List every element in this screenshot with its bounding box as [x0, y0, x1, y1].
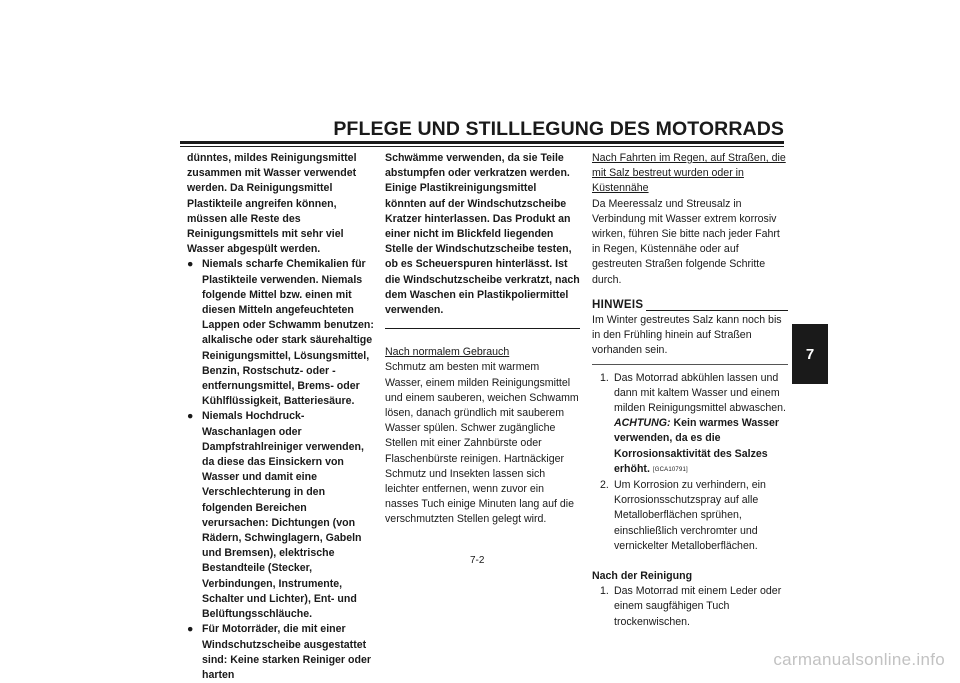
- section-heading-salt: Nach Fahrten im Regen, auf Straßen, die mit Salz bestreut wurden oder in Küstennähe: [592, 152, 786, 195]
- after-step-list: [592, 584, 788, 630]
- step-item: [592, 584, 788, 630]
- section-divider: [385, 328, 580, 329]
- title-rule-thin: [180, 146, 784, 147]
- watermark: carmanualsonline.info: [773, 650, 945, 669]
- page-title: PFLEGE UND STILLLEGUNG DES MOTORRADS: [333, 118, 784, 140]
- bullet-text: Niemals scharfe Chemikalien für Plastikteile verwenden. Niemals folgende Mittel bzw. einen mit diesen Mitteln angefeuchteten Lappen oder Schwamm benutzen: alkalische oder stark säurehaltige Reinigungsmittel, Lösungsmittel, Benzin, Rostschutz- oder -entfernungsmittel, Brems- oder Kühlflüssigkeit, Batteriesäure.: [202, 258, 374, 408]
- step-text: Das Motorrad abkühlen lassen und dann mit kaltem Wasser und einem milden Reinigungsmittel abwaschen.: [614, 371, 786, 415]
- note-label: HINWEIS: [592, 298, 644, 311]
- section-body-salt: Da Meeressalz und Streusalz in Verbindung mit Wasser extrem korrosiv wirken, führen Sie bitte nach jeder Fahrt in Regen, Küstennähe oder auf gestreuten Straßen folgende Schritte durch.: [592, 197, 780, 286]
- section-body-normal-use: Schmutz am besten mit warmem Wasser, einem milden Reinigungsmittel und einem sauberen, weichen Schwamm lösen, danach gründlich mit sauberem Wasser spülen. Schwer zugängliche Stellen mit einer Zahnbürste oder Flaschenbürste reinigen. Hartnäckiger Schmutz und Insekten lassen sich leichter entfernen, wenn zuvor ein nasses Tuch einige Minuten lang auf die verschmutzten Stellen gelegt wird.: [385, 361, 579, 526]
- step-number: 1.: [600, 585, 609, 598]
- note-body: Im Winter gestreutes Salz kann noch bis in den Frühling hinein auf Straßen vorhanden sein.: [592, 314, 782, 357]
- bullet-dot-icon: ●: [187, 258, 194, 271]
- caution-text: Kein warmes Wasser verwenden, da es die Korrosionsaktivität des Salzes erhöht.: [614, 417, 780, 475]
- step-list: [592, 371, 788, 554]
- col1-bullet: [187, 622, 375, 683]
- step-item: [592, 478, 788, 554]
- bullet-text: Niemals Hochdruck-Waschanlagen oder Dampfstrahlreiniger verwenden, da diese das Einsickern von Wasser und damit eine Verschlechterung in den folgenden Bereichen verursachen: Dichtungen (von Rädern, Schwinglagern, Gabeln und Bremsen), elektrische Bestandteile (Stecker, Verbindungen, Instrumente, Schalter und Lichter), Ent- und Belüftungsschläuche.: [202, 410, 364, 621]
- column-2: [385, 151, 580, 528]
- step-text: Um Korrosion zu verhindern, ein Korrosionsschutzspray auf alle Metalloberflächen sprühen, einschließlich verchromter und vernickelter Metalloberflächen.: [614, 479, 766, 552]
- note-header: [592, 298, 788, 313]
- caution-code: [GCA10791]: [652, 466, 688, 473]
- column-1: [187, 151, 375, 683]
- step-item: [592, 371, 788, 478]
- bullet-text: Für Motorräder, die mit einer Windschutzscheibe ausgestattet sind: Keine starken Reiniger oder harten: [202, 623, 371, 681]
- page-number: 7-2: [470, 555, 485, 566]
- col1-bullet: [187, 257, 375, 409]
- column-3: [592, 151, 788, 630]
- bullet-dot-icon: ●: [187, 410, 194, 423]
- note-end-rule: [592, 364, 788, 365]
- bullet-dot-icon: ●: [187, 623, 194, 636]
- col1-bullet: [187, 409, 375, 622]
- after-cleaning-heading: Nach der Reinigung: [592, 570, 693, 583]
- col2-continuation: Schwämme verwenden, da sie Teile abstumpfen oder verkratzen werden. Einige Plastikreinigungsmittel könnten auf der Windschutzscheibe Kratzer hinterlassen. Das Produkt an einer nicht im Blickfeld liegenden Stelle der Windschutzscheibe testen, ob es Scheuerspuren hinterlässt. Ist die Windschutzscheibe verkratzt, nach dem Waschen ein Plastikpoliermittel verwenden.: [385, 152, 580, 317]
- title-rule-thick: [180, 141, 784, 144]
- section-heading-normal-use: Nach normalem Gebrauch: [385, 346, 510, 359]
- caution-label: ACHTUNG:: [614, 417, 671, 430]
- step-number: 1.: [600, 371, 609, 384]
- step-number: 2.: [600, 479, 609, 492]
- note-rule: [646, 310, 788, 311]
- step-text: Das Motorrad mit einem Leder oder einem saugfähigen Tuch trockenwischen.: [614, 585, 782, 628]
- chapter-tab: 7: [792, 324, 828, 384]
- col1-intro: dünntes, mildes Reinigungsmittel zusammen mit Wasser verwendet werden. Da Reinigungsmittel Plastikteile angreifen können, müssen alle Reste des Reinigungsmittels mit sehr viel Wasser abgespült werden.: [187, 152, 357, 256]
